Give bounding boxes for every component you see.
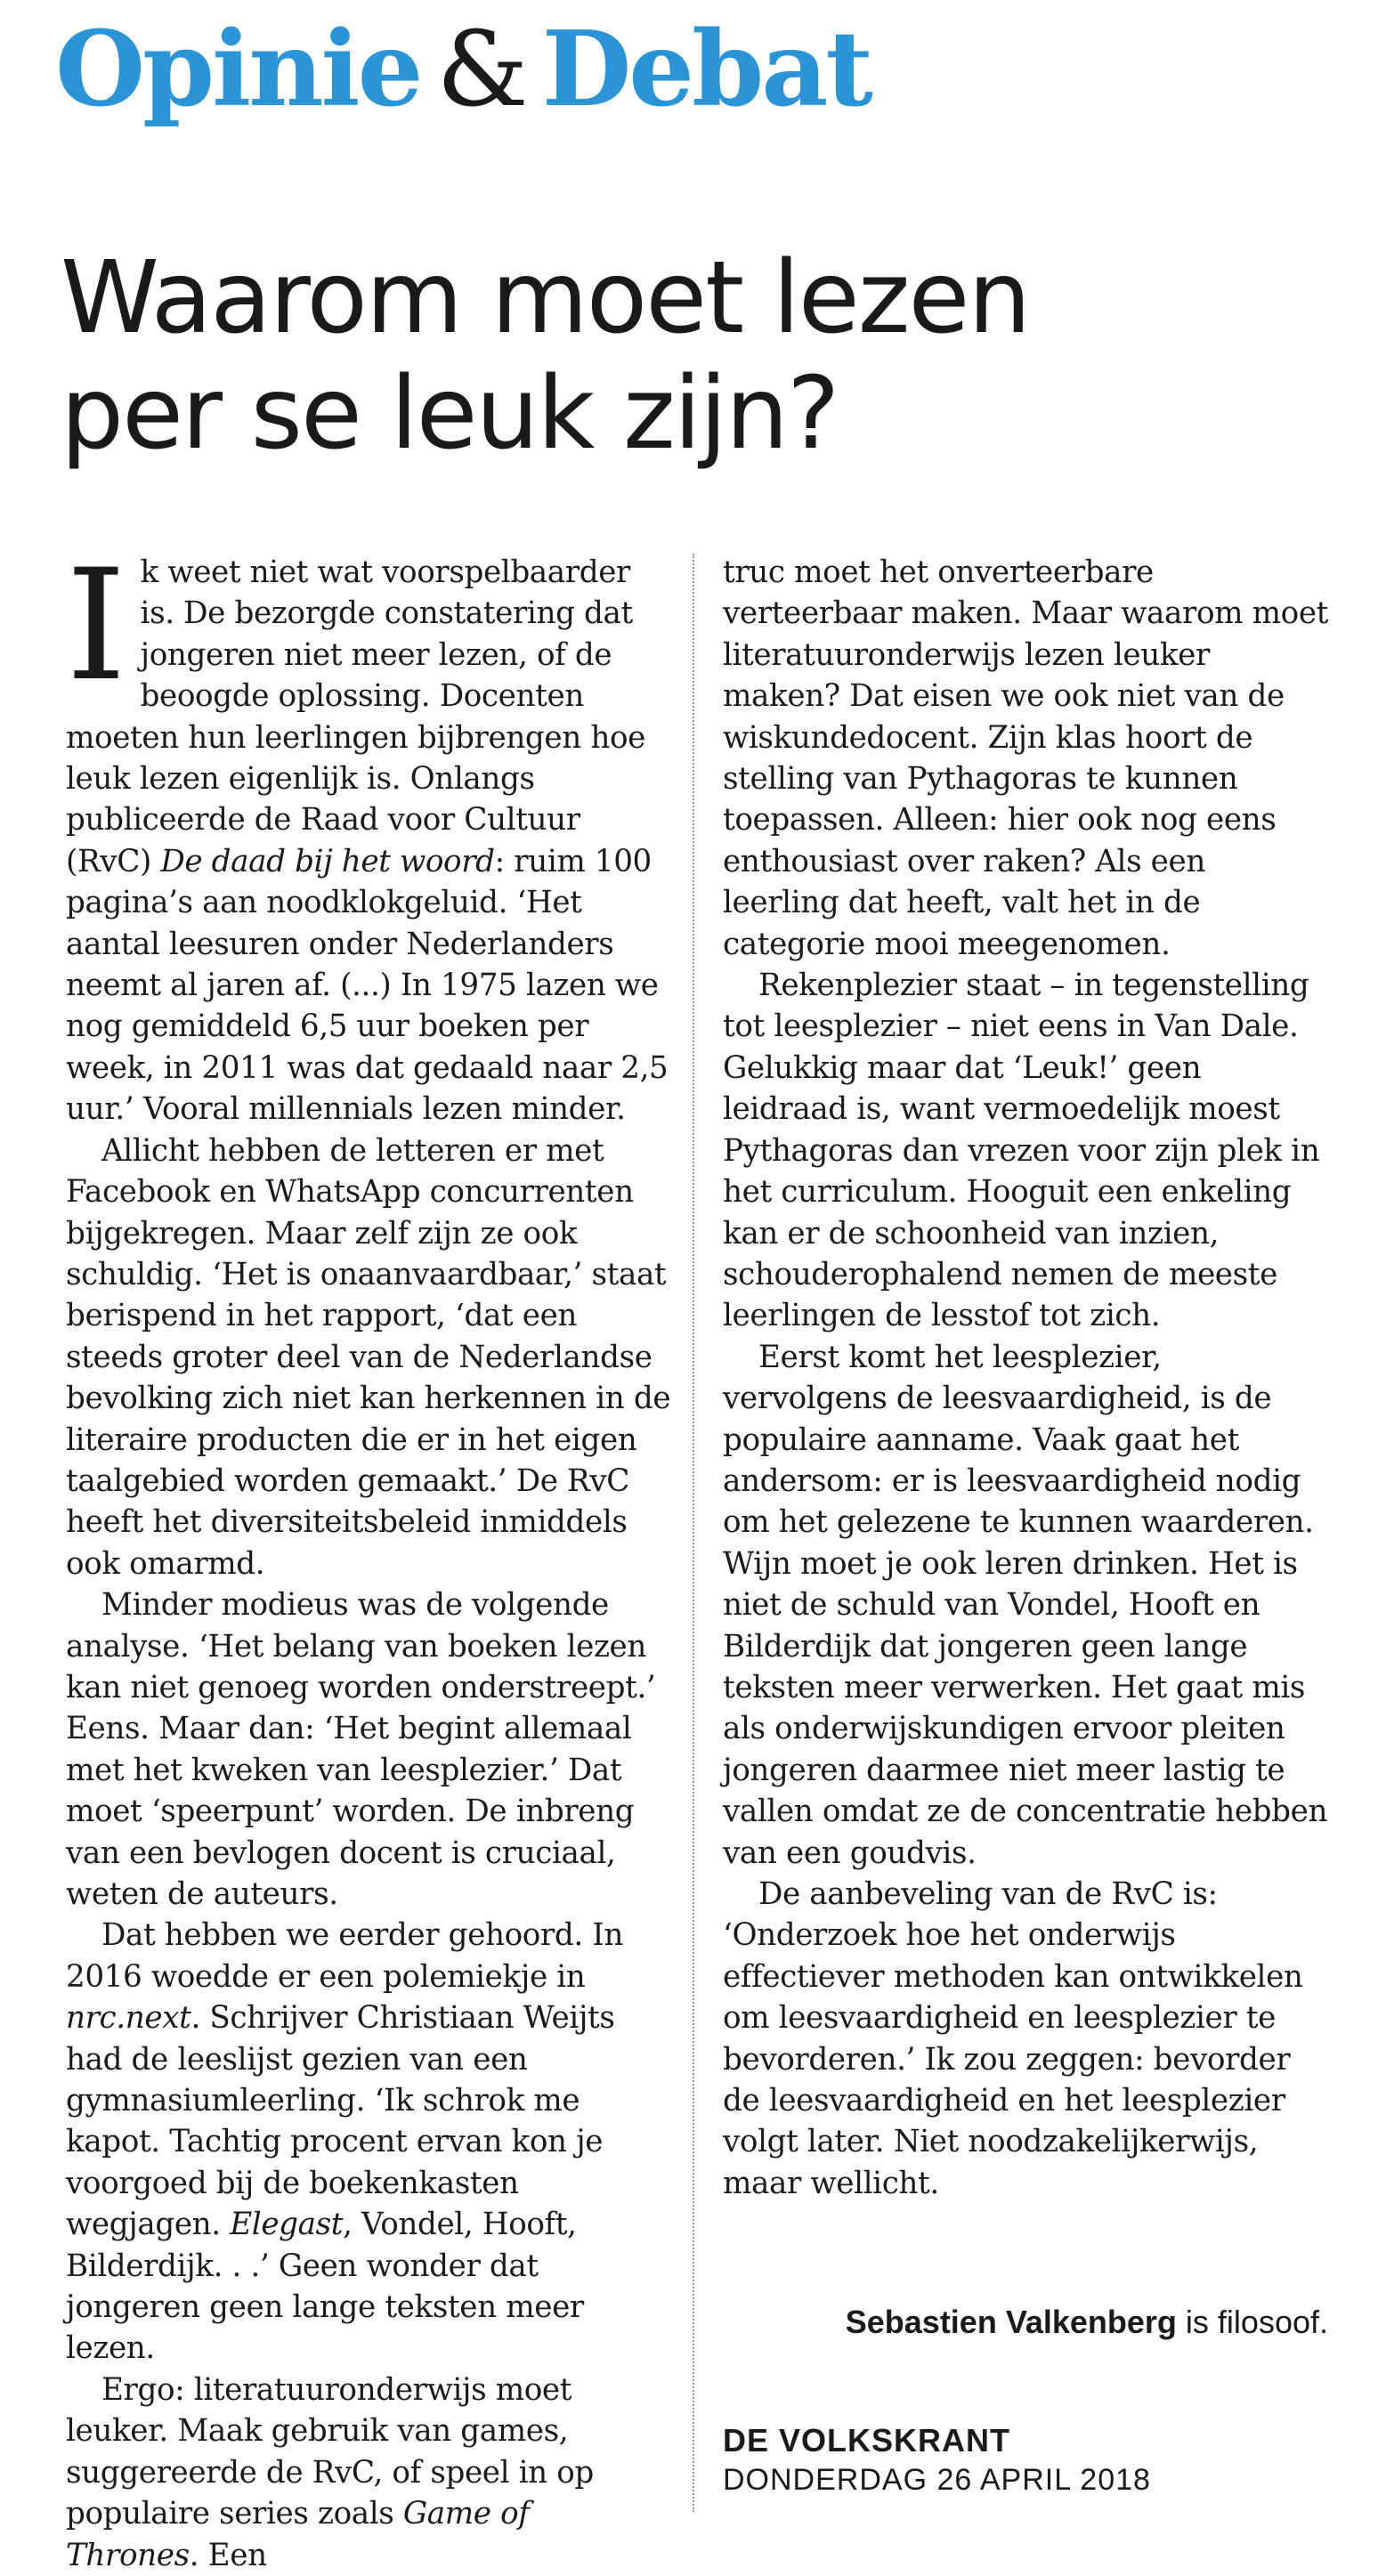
section-title-debat: Debat	[541, 9, 871, 130]
paragraph-3: Minder modieus was de volgende analyse. ‘Het belang van boeken lezen kan niet genoeg worden onderstreept.’ Eens. Maar dan: ‘Het begint allemaal met het kweken van leesplezier.’ Dat moet ‘speerpunt’ worden. De inbreng van een bevlogen docent is cruciaal, weten de auteurs.	[66, 1587, 656, 1912]
paragraph-6: Rekenplezier staat – in tegenstelling tot leesplezier – niet eens in Van Dale. Gelukkig maar dat ‘Leuk!’ geen leidraad is, want vermoedelijk moest Pythagoras dan vrezen voor zijn plek in het curriculum. Hooguit een enkeling kan er de schoonheid van inzien, schouderophalend nemen de meeste leerlingen de lesstof tot zich.	[723, 968, 1320, 1334]
publication-source	[723, 2421, 1151, 2499]
paragraph-1: Ik weet niet wat voorspelbaarder is. De bezorgde constatering dat jongeren niet meer lezen, of de beoogde oplossing. Docenten moeten hun leerlingen bijbrengen hoe leuk lezen eigenlijk is. Onlangs publiceerde de Raad voor Cultuur (RvC) De daad bij het woord: ruim 100 pagina’s aan noodklokgeluid. ‘Het aantal leesuren onder Nederlanders neemt al jaren af. (...) In 1975 lazen we nog gemiddeld 6,5 uur boeken per week, in 2011 was dat gedaald naar 2,5 uur.’ Vooral millennials lezen minder.	[66, 536, 669, 1128]
paragraph-5-continued: truc moet het onverteerbare verteerbaar maken. Maar waarom moet literatuuronderwijs lezen leuker maken? Dat eisen we ook niet van de wiskundedocent. Zijn klas hoort de stelling van Pythagoras te kunnen toepassen. Alleen: hier ook nog eens enthousiast over raken? Als een leerling dat heeft, valt het in de categorie mooi meegenomen.	[723, 555, 1328, 962]
section-title-ampersand: &	[436, 10, 526, 130]
article-column-left	[66, 536, 671, 2576]
headline	[61, 240, 1325, 472]
paragraph-5: Ergo: literatuuronderwijs moet leuker. Maak gebruik van games, suggereerde de RvC, of speel in op populaire series zoals Game of Thrones. Een	[66, 2371, 594, 2573]
author-role: is filosoof.	[1176, 2304, 1328, 2340]
paragraph-7: Eerst komt het leesplezier, vervolgens de leesvaardigheid, is de populaire aanname. Vaak gaat het andersom: er is leesvaardigheid nodig om het gelezene te kunnen waarderen. Wijn moet je ook leren drinken. Het is niet de schuld van Vondel, Hooft en Bilderdijk dat jongeren geen lange teksten meer verwerken. Het gaat mis als onderwijskundigen ervoor pleiten jongeren daarmee niet meer lastig te vallen omdat ze de concentratie hebben van een goudvis.	[723, 1339, 1328, 1871]
section-title-opinie: Opinie	[55, 9, 421, 130]
column-divider	[693, 554, 694, 2512]
dropcap: I	[66, 536, 126, 715]
article-column-right	[723, 552, 1328, 2204]
publication-date: DONDERDAG 26 APRIL 2018	[723, 2463, 1151, 2497]
author-name: Sebastien Valkenberg	[845, 2304, 1177, 2340]
author-byline	[723, 2304, 1328, 2341]
report-title: De daad bij het woord	[160, 843, 495, 879]
paragraph-4: Dat hebben we eerder gehoord. In 2016 woedde er een polemiekje in nrc.next. Schrijver Christiaan Weijts had de leeslijst gezien van een gymnasiumleerling. ‘Ik schrok me kapot. Tachtig procent ervan kon je voorgoed bij de boekenkasten wegjagen. Elegast, Vondel, Hooft, Bilderdijk. . .’ Geen wonder dat jongeren geen lange teksten meer lezen.	[66, 1917, 624, 2367]
paragraph-8: De aanbeveling van de RvC is: ‘Onderzoek hoe het onderwijs effectiever methoden kan ontwikkelen om leesvaardigheid en leesplezier te bevorderen.’ Ik zou zeggen: bevorder de leesvaardigheid en het leesplezier volgt later. Niet noodzakelijkerwijs, maar wellicht.	[723, 1876, 1303, 2201]
paragraph-2: Allicht hebben de letteren er met Facebook en WhatsApp concurrenten bijgekregen. Maar zelf zijn ze ook schuldig. ‘Het is onaanvaardbaar,’ staat berispend in het rapport, ‘dat een steeds groter deel van de Nederlandse bevolking zich niet kan herkennen in de literaire producten die er in het eigen taalgebied worden gemaakt.’ De RvC heeft het diversiteitsbeleid inmiddels ook omarmd.	[66, 1132, 671, 1582]
newspaper-name: DE VOLKSKRANT	[723, 2422, 1011, 2459]
section-title	[55, 9, 871, 130]
headline-line-1: Waarom moet lezen	[61, 240, 1030, 356]
headline-line-2: per se leuk zijn?	[61, 356, 839, 472]
